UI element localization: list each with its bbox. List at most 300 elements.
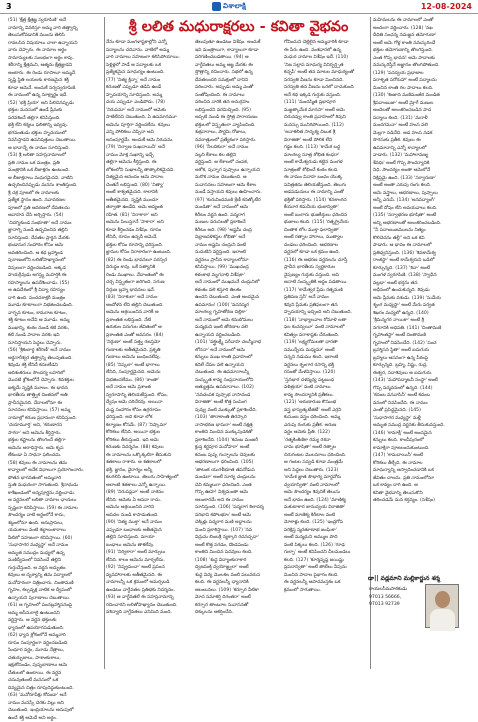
article-text-line: భక్తుల తమోగుణాన్ని తొలగిస్తుంది.: [373, 47, 470, 55]
article-text-line: గోవిందుని చెల్లెలైన అమ్మవారికి కూడా: [284, 39, 368, 47]
article-text-line: పురాణంలోని లలితోపాఖ్యానంలో: [8, 257, 103, 265]
article-text-line: ఎప్పుడూ బంధాలకు అతీతమైన: [106, 527, 190, 535]
article-text-line: మించి ప్రకాశిస్తాయి. (107) 'నవ: [195, 527, 279, 535]
article-text-line: ఈ నామాలను ఒక్కొక్కటిగా తీసుకుని: [106, 452, 190, 460]
article-text-line: చిరుగంటల మొలనూలు ధరించింది.: [284, 452, 368, 460]
article-text-line: 'నిరుపమా' అనే నామంలో ఆమెకు: [106, 107, 190, 115]
article-text-line: భక్తుల కష్టాలను తొలగించే తల్లిగా: [8, 437, 103, 445]
article-text-line: (96) 'నీలచికురా' అనే నామం: [195, 144, 279, 152]
article-text-line: ప్రాచీనమైనది. వేదాలలోనూ ఈ: [8, 400, 103, 408]
article-text-line: కవిత్వం పరాకాష్ఠకు చేరుతుంది.: [284, 332, 368, 340]
article-text-line: భండాసుర సంహారం కోసం ఆమె: [8, 242, 103, 250]
article-column-3: [195, 39, 279, 669]
article-text-line: సింధూర వర్ణం, మూడు నేత్రాలు,: [8, 647, 103, 655]
article-column-1: [8, 17, 103, 669]
article-text-line: అర్ధనారీశ్వర తత్త్వాన్ని తెలుపుతుంది.: [8, 355, 103, 363]
article-text-line: కూర్చున్నది. బ్రహ్మ, విష్ణు, రుద్ర,: [373, 362, 470, 370]
article-text-line: అనే భావం ఉంది. (124) 'మాణిక్య: [284, 497, 368, 505]
article-text-line: దివ్యమైన చిత్రం రూపుదిద్దుకుంటుంది.: [8, 685, 103, 693]
photo-head: [435, 591, 450, 608]
article-text-line: ఎంతో ప్రసిద్ధమైనది. (145): [373, 407, 470, 415]
article-text-line: చదువుతుంటే మనసులో ఒక: [8, 677, 103, 685]
article-text-line: బ్రహ్మాసన స్థితా' అంటే ఐదుగురు: [373, 347, 470, 355]
article-text-line: కన్నులు కలది. కాంచీపురంలో: [373, 437, 470, 445]
article-text-line: గొప్ప పద్మవనంలో ఉన్నది. (144): [373, 385, 470, 393]
article-text-line: ప్రతిధ్వనిస్తుంది. (136) 'శివకామేశ్వ: [373, 250, 470, 258]
article-text-line: కళంకాభ మృగనాభి విశేషకా': [195, 272, 279, 280]
article-text-line: వాగ్దేవతలు అమ్మ ఆజ్ఞ మేరకు ఈ: [195, 62, 279, 70]
article-text-line: విరుద్ధం కావు. ఒకే సత్యానికి: [106, 264, 190, 272]
article-text-line: నైపుణ్యం గుర్తుకు వస్తుంది. అవి: [284, 272, 368, 280]
article-text-line: మంగళ స్వరూపిణి. (138) 'స్వాధీన: [373, 272, 470, 280]
article-text-line: కూడా ఆమెనే. అందుకే సర్వస్వరూపిణి.: [8, 85, 103, 93]
article-text-line: 'నిర్గుణా' అంటే సత్త్వ రజస్తమో: [106, 339, 190, 347]
article-text-line: తెలుసుకోవడానికి ముందు తెలిసి: [8, 32, 103, 40]
article-text-line: ఎరుపు రంగుకు ప్రతీక. అరుణ: [284, 422, 368, 430]
author-details: [369, 586, 424, 609]
article-text-line: లేకుండా ఏ సాధనా ఫలించదు.: [8, 452, 103, 460]
article-text-line: శరీరాన్ని క్షేత్రమని, ఆత్మను క్షేత్రజ్ఞుడని: [8, 62, 103, 70]
article-text-line: ఈ నామం వివాహ బంధం యొక్క: [284, 174, 368, 182]
article-text-line: ఉచ్చరించినప్పుడు మనసు శాంతిస్తుంది.: [8, 182, 103, 190]
article-text-line: లేనిదీ, రూపం ఉన్నదీ ఆమెనే.: [106, 234, 190, 242]
article-text-line: 'సుధాసాగర మధ్యస్థా' అనే నామం: [8, 542, 103, 550]
article-text-line: కామాక్షిగా పూజలందుకుంటుంది.: [373, 445, 470, 453]
article-text-line: పరిభావి కపోలభూః' అంటే ఆమె: [195, 512, 279, 520]
article-text-line: వస్త్ర భాస్వత్కటీతటీ' అంటే ఎర్రని: [284, 407, 368, 415]
article-text-line: రావలసిన విషయాలు చాలా ఉన్నాయని: [8, 40, 103, 48]
article-text-line: కన్నులు ముఖ కాంతి ప్రవాహంలో: [195, 354, 279, 362]
article-text-line: చెబుతుంది. ఈ ఉపమానాలన్నీ: [195, 369, 279, 377]
article-text-line: (118) 'నాభ్యాలవాల రోమాళి లతా: [284, 317, 368, 325]
article-text-line: శివుని ప్రేమకు ప్రతిఫలంగా తన: [284, 302, 368, 310]
article-text-line: పోతన భాగవతంలో అమ్మవారి: [8, 475, 103, 483]
article-text-line: వర్ణం ఆమెకు ప్రీతి. (122): [284, 429, 368, 437]
article-text-line: మనస్సు మునిగిపోయింది. (112): [284, 122, 368, 130]
article-text-line: వారి నామాలు సహజంగా కలిసిపోయాయి.: [106, 54, 190, 62]
article-text-line: లేనిది. కాలం ఆమెను మార్చలేదు.: [106, 557, 190, 565]
article-text-line: భక్తితో పఠిస్తారు. (114) 'కనకాంగద: [284, 197, 368, 205]
article-text-line: ఈ వర్ణనలన్నీ ఆపాదమస్తకం ఒక: [284, 579, 368, 587]
article-text-line: అందెలతో అలంకరించబడిన పాద: [373, 107, 470, 115]
article-text-line: సంతోషించింది. ఈ నామాలు: [195, 92, 279, 100]
article-text-line: లేనిది. ఆమెకు ఏ ఆపదా రాదు.: [106, 497, 190, 505]
article-text-line: అలాంటి శతకాలు ఎన్నో ఉన్నాయి.: [106, 482, 190, 490]
article-text-line: జ్ఞానుల కోసం నిరాకారంగా ఉంటుంది.: [106, 249, 190, 257]
article-text-line: మోకాళ్లు కలది. (125) 'ఇంద్రగోప: [284, 519, 368, 527]
article-text-line: నామాన్ని వివరిస్తూ అమ్మ వారి తత్త్వాన్ని: [8, 25, 103, 33]
article-text-line: హృదయాన్ని ఇచ్చింది అని చెబుతుంది.: [284, 309, 368, 317]
article-text-line: (101) 'వక్త్రలక్ష్మీ పరీవాహ చలన్మీనాభ: [195, 339, 279, 347]
article-text-line: ఆమె ప్రేమకు వశుడు. (139) 'సుమేరు: [373, 295, 470, 303]
article-text-line: సూచిస్తాయని పెద్దలు చెప్పారు.: [8, 340, 103, 348]
article-text-line: మోద సమాకర్షి దిగంతరా' అంటే: [195, 594, 279, 602]
article-text-line: ప్రపదాన్వితా' అంటే తాబేలు వీపును: [284, 564, 368, 572]
article-text-line: ద్వయాన్వితా' వంటి నామాలలో: [284, 482, 368, 490]
article-text-line: అనే కథ ఇక్కడ గుర్తుకు వస్తుంది.: [284, 92, 368, 100]
article-text-line: శేవధిః' అంటే గొప్ప సౌందర్యానికి: [373, 160, 470, 168]
article-text-line: (77) 'నిత్య క్లిన్నా' అనే నామం: [106, 77, 190, 85]
article-text-line: కాశీఖండంలో అన్నపూర్ణను వర్ణించాడు.: [8, 490, 103, 498]
article-text-line: మరొక నామం చెబుతుంది. ఆ: [195, 174, 279, 182]
article-text-line: (58) కవులు ఈ నామాలను తమ: [8, 460, 103, 468]
article-text-line: అంటారు. ఈ రెండు రూపాలూ అమ్మవే.: [8, 70, 103, 78]
article-text-line: మాంగల్య గృహతోరణ చిల్లికా': [195, 309, 279, 317]
article-text-line: అనే నామంలో ఆమె కనుబొమలు: [195, 317, 279, 325]
article-text-line: క్రమంలో సాగుతాయి.: [284, 587, 368, 595]
article-text-line: సరస్వతి తన వీణను ఒరలో దాచుకుంది: [284, 84, 368, 92]
article-text-line: పువ్వు వంటి ముక్కుతో ప్రకాశించేది.: [195, 407, 279, 415]
article-headline: శ్రీ లలిత మధురాక్షరలు - కవితా వైభవం: [106, 17, 371, 37]
article-text-line: ఆమెను ఆరాధిస్తారు. ఆమె కృప: [8, 445, 103, 453]
article-text-line: దాగి ఉంది. పంచదశాక్షరీ మంత్రం: [8, 295, 103, 303]
article-text-line: వర్ణనలు శృంగార రసాన్ని భక్తి: [284, 362, 368, 370]
article-text-line: విపులంగా వర్ణించబడింది. అక్కడ: [8, 265, 103, 273]
article-text-line: వనంలో నివసించేది. ఈ నామం: [373, 400, 470, 408]
article-text-line: మహిమలను ఈ నామాలలో ఎంతో: [373, 17, 470, 25]
article-text-line: గడ్డం కలది. (113) 'కామేశ బద్ధ: [284, 144, 368, 152]
article-text-line: (111) 'మందస్మిత ప్రభాపూర: [284, 99, 368, 107]
article-text-line: (108) 'శుద్ధ విద్యాంకురాకార: [195, 557, 279, 565]
article-text-line: 'సుధాసాగర మధ్యస్థా' మళ్లీ: [373, 415, 470, 423]
author-box: [365, 574, 462, 632]
article-text-line: నిత్యమైన ఆనందం ఆమె పాదాల: [106, 174, 190, 182]
author-phone: 97013 92739: [369, 601, 424, 609]
article-text-line: గృహాంతస్థా' అంటే చింతామణి: [373, 332, 470, 340]
article-text-line: ఈశ్వర, సదాశివులు ఆ ఐదుగురు.: [373, 370, 470, 378]
article-text-line: మెల్లగా నడిచేది. ఆడ హంస నడక: [373, 130, 470, 138]
article-text-line: ఎంత గొప్ప భావన! ఆమె పాదాలకు: [373, 55, 470, 63]
article-text-line: ఆ వర్ణనలలో లలితా నామాల ఛాయలు: [8, 497, 103, 505]
article-text-line: మాంగల్య సూత్ర శోభిత కంధరా': [284, 152, 368, 160]
page-header: [0, 0, 478, 14]
article-text-line: మొదటి శ్లోకంలోనే చెప్పారు. శివశక్తుల: [8, 377, 103, 385]
article-text-line: అంటే అంతా ఎరుపు రంగు కలది.: [373, 182, 470, 190]
article-text-line: నిధి. సౌందర్యం అంతా ఆమెలోనే: [373, 167, 470, 175]
article-text-line: (143) 'మహాపద్మాటవీ సంస్థా' అంటే: [373, 377, 470, 385]
article-text-line: అని పెద్దలు చెబుతారు. (123): [284, 467, 368, 475]
article-text-line: పద్యాలను చదివాను. వాటిలో అమ్మ: [106, 47, 190, 55]
article-text-line: ఆమె వస్త్రాలు, ఆభరణాలు, పుష్పాలు: [373, 190, 470, 198]
newspaper-name: విశాలాక్షి: [223, 2, 246, 12]
article-text-line: అంటే మాణిక్య కిరీటాల వంటి: [284, 512, 368, 520]
article-text-line: కరుణకు నిదర్శనం. (88) కవులు: [106, 444, 190, 452]
article-page: [8, 17, 470, 669]
newspaper-logo: [212, 2, 246, 12]
article-text-line: కలది. ఈ వర్ణనలన్నీ ధ్యానానికి: [195, 579, 279, 587]
article-text-line: కాంతిని మించిన ముక్కుపుడకతో: [195, 429, 279, 437]
article-text-line: సౌందర్యం వాటి అర్థంలోనే కాదు,: [8, 512, 103, 520]
article-column-5: [373, 17, 470, 669]
article-text-line: 'నిజ సల్లాప మాధుర్య వినిర్భర్త్సిత: [284, 62, 368, 70]
article-text-line: శక్తి కూటం అనేవి ఆ మూడు. అమ్మ: [8, 317, 103, 325]
article-text-line: చిరునవ్వు కాంతి ప్రవాహంలో శివుని: [284, 114, 368, 122]
article-text-line: అనే నామం ఆమె ప్రశాంత: [106, 384, 190, 392]
article-text-line: ద్విజపంక్తి ద్వయోజ్జ్వలా' అంటే: [195, 564, 279, 572]
article-text-line: మధుర నామాల విశేషం ఇదే. (110): [284, 54, 368, 62]
article-text-line: మందగమనా' అంటే హంస వలె: [373, 122, 470, 130]
article-column-4: [284, 39, 368, 669]
article-text-line: అంటే బంగారు భుజకీర్తులు ధరించిన: [284, 212, 368, 220]
article-text-line: గుర్తుచేస్తుంది. ఆ వర్ణన అద్భుతం.: [8, 565, 103, 573]
article-text-line: కాంతిని మించిన పెదవులు కలది.: [195, 549, 279, 557]
article-text-line: (146) 'కామాక్షీ' అంటే అందమైన: [373, 430, 470, 438]
article-text-line: కావ్య సౌందర్యానికి ప్రతీకలు.: [284, 392, 368, 400]
article-text-line: తర్వాతా ఉండేది. ఆమె ఆద్యంత: [106, 204, 190, 212]
article-text-line: "నీ పదాంబుజములను నిత్యం: [373, 227, 470, 235]
article-text-line: అంటే కొత్త పగడం, దొండపండు: [195, 542, 279, 550]
article-text-line: 'కదంబ వనవాసినీ' అంటే కదంబ: [373, 392, 470, 400]
article-text-line: నుదుటిని వర్ణిస్తుంది. ఇలాంటి: [195, 249, 279, 257]
article-text-line: ఇవి మంత్రాలుగా, కావ్యాలుగా కూడా: [195, 47, 279, 55]
article-text-line: బంధాలు ఆమెను తాకలేవు.: [106, 542, 190, 550]
article-text-line: ఇక్షుకోదండం, పుష్పబాణాలు ఆమె: [8, 662, 103, 670]
article-text-line: సరస్వతి వీణను కూడా మించినది.: [284, 77, 368, 85]
article-text-line: అమృత సముద్రం మధ్యలో ఉన్న: [8, 550, 103, 558]
article-text-line: కావ్యాలలో అనేక విధాలుగా ప్రయోగించారు.: [8, 467, 103, 475]
article-text-line: చేతులలో ఉంటాయి. ఈ వర్ణన: [8, 670, 103, 678]
article-text-line: కచ్ఛపీ' అంటే తన మాటల మాధుర్యంతో: [284, 69, 368, 77]
article-text-line: ప్రత్యేకమైన మాధుర్యం ఉంటుంది.: [106, 69, 190, 77]
article-text-line: వాగ్భవ కూటం, కామరాజ కూటం,: [8, 310, 103, 318]
article-text-line: సూచనలు కనిపిస్తాయి. (57) అమ్మ: [8, 407, 103, 415]
article-text-line: మకుటాకార జానుద్వయ విరాజితా': [284, 504, 368, 512]
article-text-line: ఉన్నాయని వర్ణించబడింది.: [195, 332, 279, 340]
article-text-line: నల్లని కేశాలు కల తల్లిని: [195, 152, 279, 160]
article-text-line: శిఖరం మధ్యలో ఉన్నది. (140): [373, 310, 470, 318]
article-text-line: అంటే దోషం లేని అవయవాలు కలది.: [373, 205, 470, 213]
article-text-line: వాడారు. (132) 'మహాలావణ్య: [373, 152, 470, 160]
article-text-line: కూడా కీర్తించడం విశేషం. రూపం: [106, 227, 190, 235]
article-text-line: ఆమె సౌందర్యం శివునికే తెలుసు: [284, 489, 368, 497]
article-text-line: రహస్యాలను ఉపదేశించాడు. (55): [8, 280, 103, 288]
article-text-line: మంత్రానికి ఒక బీజాక్షరం ఉంటుంది.: [8, 167, 103, 175]
article-text-line: ఆడపడుచులు ఈ నామాన్ని ఎంతో: [284, 189, 368, 197]
article-text-line: ధ్యానంలో ఉపయోగపడుతుంది.: [8, 625, 103, 633]
article-text-line: వారు చెప్పారు. ఈ నామాల అర్థం: [8, 47, 103, 55]
article-text-line: ప్రకాశించేది. (104) 'కదంబ మంజరీ: [195, 437, 279, 445]
article-text-line: మణుల వరుసలతో ప్రకాశించే: [195, 219, 279, 227]
article-text-line: దేవతలందరి సమక్షంలో దానిని: [195, 77, 279, 85]
article-text-line: వంటి పిక్కలు కలది. (126) 'గూఢ: [284, 542, 368, 550]
article-text-line: పఠించారు. అప్పుడు అమ్మ ఎంతో: [195, 84, 279, 92]
article-text-line: చెక్కిళ్లు పద్మరాగ మణి అద్దాలను: [195, 519, 279, 527]
article-text-line: విభజించలేము. (86) 'శాంతా': [106, 377, 190, 385]
article-text-line: గృహంలో నివసించేది. (142) 'పంచ: [373, 340, 470, 348]
article-text-line: రచించారని లలితోపాఖ్యానం చెబుతుంది.: [106, 602, 190, 610]
article-text-line: విభ్రాజదళికస్థల శోభితా' అనే: [195, 234, 279, 242]
article-text-line: ఐక్యమే సృష్టికి మూలం. ఈ భావన: [8, 385, 103, 393]
article-text-line: అవతరించింది. ఆ కథ బ్రహ్మాండ: [8, 250, 103, 258]
article-text-line: సూచిస్తుంది. దేవతల ప్రార్థన మేరకు: [8, 235, 103, 243]
article-text-line: తల్లిగా ఆమెను కీర్తిస్తుంది. ఈ: [106, 159, 190, 167]
article-text-line: తల్లిని సూచిస్తుంది. మాయా: [106, 534, 190, 542]
article-text-line: శబ్దంలోనూ ఉంది. అనుప్రాసలు,: [8, 520, 103, 528]
article-text-line: చెవి కమ్మలుగా ధరించింది. ఎంత: [195, 482, 279, 490]
article-text-line: అంటే ఆమె గోళ్ల కాంతి నమస్కరించే: [373, 40, 470, 48]
article-text-line: కర్పూర తాంబూల సువాసనతో: [195, 602, 279, 610]
article-text-line: 'నవచంపక పుష్పాభ నాసాదండ: [195, 392, 279, 400]
article-text-line: భారతీయ తాత్త్విక చింతనలో అతి: [8, 392, 103, 400]
article-text-line: అశోక, పున్నాగ పుష్పాలు ఉన్నాయని: [195, 167, 279, 175]
article-text-line: మించిన పాదాల పైభాగం కలది.: [284, 572, 368, 580]
column-divider: [370, 17, 371, 669]
article-text-line: దండలు ధరించింది. ఆభరణాల: [284, 242, 368, 250]
article-text-line: మించిన కాంతి గల పాదాలు కలది.: [373, 85, 470, 93]
article-text-line: చెబుతుంది. ఇంద్రియాలను అదుపులో: [8, 707, 103, 715]
article-text-line: కోరికలు తీరుస్తుంది. ఇది ఆమె: [106, 437, 190, 445]
article-text-line: వ్యవహారాలకు అతీతమైనది. ఈ: [106, 572, 190, 580]
article-text-line: కుసుంబ వస్త్రం ధరించింది. అమ్మ: [284, 414, 368, 422]
article-text-line: నాసాభరణ భాసురా' అంటే నక్షత్ర: [195, 422, 279, 430]
article-text-line: (79) 'నిర్వాణ సుఖదాయినీ' అనే: [106, 144, 190, 152]
article-text-line: నామం మనస్సే చెరకు విల్లు అని: [8, 700, 103, 708]
article-text-line: ప్రాచీన భారతీయ స్వర్ణకారుల: [284, 264, 368, 272]
article-text-line: దీధితి సంఛన్న నమజ్జన తమోగుణా': [373, 32, 470, 40]
article-text-line: ఆ బీజాక్షరాలు మధురమైనవి. వాటిని: [8, 175, 103, 183]
article-text-line: కేయూర కమనీయ భుజాన్వితా': [284, 204, 368, 212]
article-text-line: (117) 'కామేశ్వర ప్రేమ రత్నమణి: [284, 287, 368, 295]
article-text-line: 'స్తనభార దళన్మధ్య పట్టబంధ: [284, 377, 368, 385]
article-text-line: ఎన్ని పోలికలు చెప్పినా అవి: [106, 129, 190, 137]
article-text-line: రసంతో మేళవిస్తాయి. (120): [284, 369, 368, 377]
article-text-line: లోకంలోని సుఖాలన్నీ తాత్కాలికమైనవి.: [106, 167, 190, 175]
article-text-line: నుండే వస్తాయని కవులు ఊహించారు.: [195, 189, 279, 197]
article-text-line: (51) 'క్షేత్ర క్షేత్రజ్ఞ స్వరూపిణి' అనే: [8, 17, 103, 25]
article-text-line: ప్రశాంతత ఎంతో అవసరం. (84): [106, 332, 190, 340]
article-text-line: ఆవాహన చేసి అర్చిస్తారు. (54): [8, 212, 103, 220]
article-text-line: భక్తి లేని కర్మలు ఫలితాన్ని ఇవ్వవు.: [8, 122, 103, 130]
article-text-line: అమ్మ ఆసీనురాలై ఉంటుందని: [8, 610, 103, 618]
article-text-line: (92) 'నిష్ప్రపంచా' అంటే ప్రపంచ: [106, 564, 190, 572]
article-text-line: కొలిచెదను తల్లీ" అని ఒక కవి: [373, 235, 470, 243]
article-text-line: దిక్కులను ఆకర్షించేది.: [195, 609, 279, 617]
article-text-line: సూచిస్తుంది. (106) 'పద్మరాగ శిలాదర్శ: [195, 504, 279, 512]
article-text-line: అంటే శాశ్వతమైనది. కాలానికి: [106, 189, 190, 197]
article-text-line: ఆనాటి సంస్కృతికి అద్దం పడతాయి.: [284, 279, 368, 287]
author-role: రాయలసీమపాఠకుడు: [369, 586, 424, 594]
article-text-line: (130) 'శింజాన మణిమంజీర మండిత: [373, 92, 470, 100]
article-text-line: నివసిస్తాడని ఉపనిషత్తులు చెబుతాయి.: [8, 137, 103, 145]
article-text-line: ఈ పేరు ఉంది. వంశధారలో ఉన్న: [284, 47, 368, 55]
article-text-line: మజ్జత్కామేశ మానసా' అంటే ఆమె: [284, 107, 368, 115]
article-text-line: పరిక్షిప్త స్మరతూణాభ జంఘికా': [284, 527, 368, 535]
article-text-line: ఆభరణాలుగా ధరించింది. (105): [195, 459, 279, 467]
article-text-line: ఆదిశంకరులు సౌందర్య లహరిలో: [8, 370, 103, 378]
article-text-line: సామాన్యులకు సులభంగా అర్థం కావు.: [8, 55, 103, 63]
article-text-line: కవులు ఆ దృశ్యాన్ని తమ పద్యాలలో: [8, 572, 103, 580]
article-text-line: రాంకస్థా' అంటే కామేశ్వరుని ఒడిలో: [373, 257, 470, 265]
article-text-line: (121) 'అరుణారుణ కౌసుంభ: [284, 399, 368, 407]
article-text-line: శ్రీ చక్ర పూజలో ఈ నామాలకు: [8, 190, 103, 198]
article-text-line: పరవశించే తల్లిగా కనిపిస్తుంది.: [8, 115, 103, 123]
article-text-line: అప్పటి నుండి ఈ స్తోత్ర పారాయణం: [195, 114, 279, 122]
article-text-line: శివుడు శక్తి లేనిదే కదలలేడని: [8, 362, 103, 370]
article-text-line: నిక్షిప్తమై ఉంది. (133) 'సర్వారుణా': [373, 175, 470, 183]
article-text-line: ఆమెను ఆశ్రయించిన వారిని: [106, 504, 190, 512]
article-text-line: మణిద్వీపంలో నివసించే తల్లిని: [8, 557, 103, 565]
article-text-line: కోరికలు లేనిది. అయినా భక్తుల: [106, 429, 190, 437]
article-text-line: (52) 'భక్తి ప్రియా' అని పిలిచినప్పుడు: [8, 100, 103, 108]
article-text-line: నామాల్లో కరుణ ప్రధానంగా కనిపిస్తుంది.: [8, 415, 103, 423]
author-name: డా|| వడ్లమాని మల్లికార్జున శర్మ: [365, 574, 462, 583]
article-text-line: అంటే మన్మథుని అమ్ముల పొది: [284, 534, 368, 542]
article-text-line: కలది. (127) 'కూర్మపృష్ఠ జయిష్ణు: [284, 557, 368, 565]
article-text-line: ఆందోళన లేని తల్లిని చెబుతుంది.: [106, 302, 190, 310]
article-text-line: కిరీటం అది. (98) 'అష్టమీ చంద్ర: [195, 227, 279, 235]
article-text-line: గుణాలకు అతీతమైనది. ప్రకృతి: [106, 347, 190, 355]
article-text-line: పూజలో ప్రతి ఆవరణలో దేవతలను: [8, 205, 103, 213]
article-text-line: ప్రత్యేక స్థానం ఉంది. నవావరణల: [8, 197, 103, 205]
article-text-line: (83) 'నిరాకులా' అనే నామం: [106, 294, 190, 302]
article-text-line: విరాజితా' అంటే కొత్త సంపెంగ: [195, 399, 279, 407]
article-text-line: కలగలిసి ఉంటాయి. తెలుగు సాహిత్యంలో: [106, 474, 190, 482]
article-text-line: రూపం సంపూర్ణంగా వర్ణించబడింది.: [8, 640, 103, 648]
article-text-line: ఉన్నాయని పురాణాలు చెబుతాయి.: [8, 595, 103, 603]
article-text-line: (129) 'పదద్వయ ప్రభాజాల: [373, 70, 470, 78]
article-text-line: సమున్నేయ మధ్యమా' అంటే: [284, 347, 368, 355]
article-text-line: ఆ ఉపదేశంలో శ్రీ విద్యా రహస్యం: [8, 287, 103, 295]
article-text-line: ఆపదల నుండి కాపాడుతుంది.: [106, 512, 190, 520]
article-text-line: నిర్గుణ బ్రహ్మ భావనలు ఇవే.: [106, 287, 190, 295]
article-text-line: ధరిస్తుంది. అది కూడా లోక: [106, 414, 190, 422]
article-text-line: మాధుర్యాన్ని ఆస్వాదించడానికి ఒక: [373, 467, 470, 475]
article-text-line: మనోహరంగా చిత్రించారు. చింతామణి: [8, 580, 103, 588]
article-text-line: పెళ్లిళ్లలో పాడే ఆ పద్యాలకు ఒక: [106, 62, 190, 70]
article-text-line: సాగరా' అని ఆమెను కీర్తిస్తారు.: [8, 430, 103, 438]
article-text-line: కదిలే చేపల వలె ఉన్నాయని: [195, 362, 279, 370]
article-text-line: శుక్రవారాలు, పౌర్ణమి రోజులు,: [195, 129, 279, 137]
article-text-line: అత్యుత్తమ ఉపమానాలు. (102): [195, 384, 279, 392]
article-text-line: యమకాలు వంటి శబ్దాలంకారాలు: [8, 527, 103, 535]
article-column-2: [106, 39, 190, 669]
article-text-line: పరిగణించబడతాయి. (94) ఆ: [195, 54, 279, 62]
article-text-line: (93) ఆ వాగ్దేవతలే ఈ సహస్రనామాన్ని: [106, 594, 190, 602]
article-text-line: (85) 'నిష్కలా' అంటే భాగాలు: [106, 362, 190, 370]
article-text-line: బ్రహ్మలు ఆసనంగా ఉన్న పీఠంపై: [373, 355, 470, 363]
column-divider: [104, 17, 105, 669]
article-text-line: చెంతనే లభిస్తుంది. (80) 'నిత్యా': [106, 182, 190, 190]
article-text-line: 'తాటంక యుగళీభూత తపనోడుప: [195, 467, 279, 475]
article-text-line: కిరీటం వర్ణన ఉంది. పద్మరాగ: [195, 212, 279, 220]
photo-body: [430, 609, 455, 631]
article-text-line: ఉంచే శక్తి ఆమెదే అని అర్థం.: [8, 715, 103, 722]
article-text-line: ముఖాన్ని, కంఠం నుండి కటి వరకు,: [8, 325, 103, 333]
article-text-line: వళిత్రయా' వంటి నామాలు: [284, 384, 368, 392]
article-text-line: అలంకారమే అని ఈ నామం: [195, 497, 279, 505]
article-text-line: (63) 'మనోరూపేక్షు కోదండా' అనే: [8, 692, 103, 700]
article-text-line: దయ ఎప్పుడూ ఎండిపోదు. (78): [106, 99, 190, 107]
article-text-line: రహిత. (81) 'నిరాకారా' అని: [106, 212, 190, 220]
article-text-line: హయగ్రీవుడు అగస్త్య మహర్షికి ఈ: [8, 272, 103, 280]
article-text-line: (56) 'శ్రీకంఠార్ధ శరీరిణీ' అనే నామం: [8, 347, 103, 355]
article-text-line: పరాకృత సరోరుహా' అంటే పద్మాలను: [373, 77, 470, 85]
article-text-line: నామం అష్టమి చంద్రుని వంటి: [195, 242, 279, 250]
article-text-line: (82) ఈ రెండు భావనలూ పరస్పర: [106, 257, 190, 265]
article-text-line: భక్తి, జ్ఞానం, వైరాగ్యం అన్నీ: [106, 467, 190, 475]
author-photo: [425, 584, 459, 628]
article-text-line: అసంపూర్ణమే. అందుకే ఆమె నిరుపమ.: [106, 137, 190, 145]
article-text-line: 'శ్రీమన్నగర నాయికా' అంటే శ్రీ: [373, 317, 470, 325]
article-text-line: శృంగ మధ్యస్థా' అంటే మేరు పర్వత: [373, 302, 470, 310]
article-text-line: గృహం, కల్పవృక్ష వాటిక ఆ ద్వీపంలో: [8, 587, 103, 595]
article-text-line: (135) 'సర్వాభరణ భూషితా' అంటే: [373, 212, 470, 220]
article-text-line: గుణాలు ఆమెను బంధించలేవు.: [106, 354, 190, 362]
article-text-line: గుల్ఫా' అంటే కనిపించని చీలమండలు: [284, 549, 368, 557]
article-text-line: తరించడమే మన కర్తవ్యం. (సశేషం): [373, 497, 470, 505]
article-text-line: (90) 'నిత్య ముక్తా' అనే నామం: [106, 519, 190, 527]
article-text-line: శ్రీపదాంబుజా' అంటే మ్రోగే మణుల: [373, 100, 470, 108]
